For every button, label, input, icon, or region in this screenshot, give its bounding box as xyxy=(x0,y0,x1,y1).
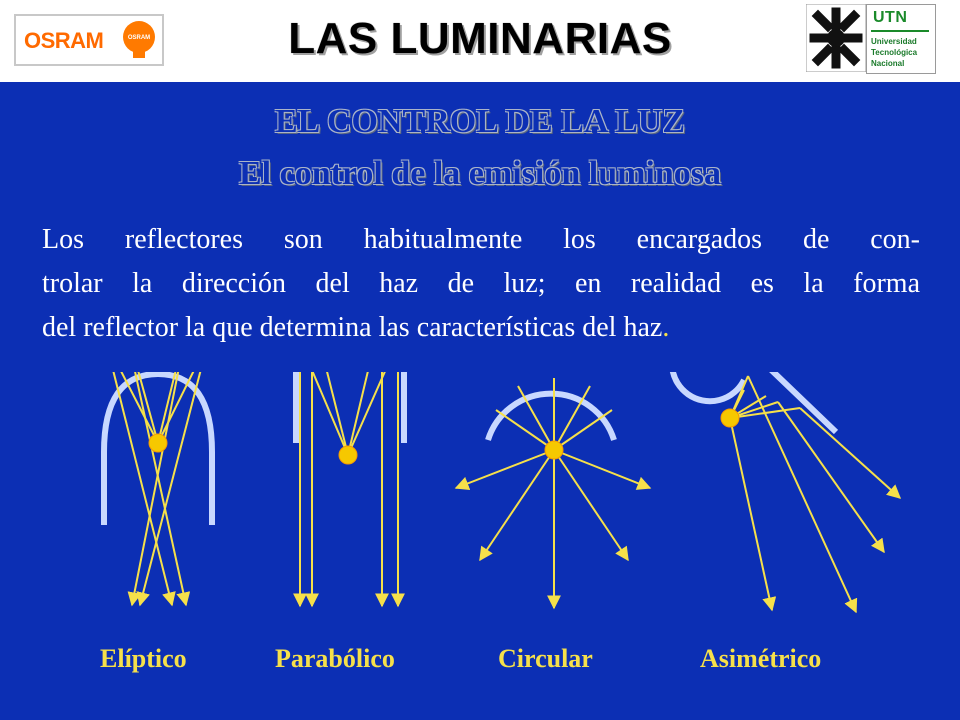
paragraph-line-3-text: del reflector la que determina las características del haz xyxy=(42,312,663,343)
label-asimetrico: Asimétrico xyxy=(700,644,822,673)
body-paragraph xyxy=(42,218,920,350)
label-circular: Circular xyxy=(498,644,593,673)
utn-emblem-icon xyxy=(806,4,866,72)
paragraph-line-2: trolar la dirección del haz de luz; en realidad es la forma xyxy=(42,268,920,299)
asymmetric-reflector-diagram xyxy=(672,372,900,612)
utn-logo xyxy=(806,4,938,72)
section-heading: EL CONTROL DE LA LUZ xyxy=(274,103,685,140)
elliptic-reflector-diagram xyxy=(104,372,212,605)
label-parabolico: Parabólico xyxy=(275,644,395,673)
section-subheading: El control de la emisión luminosa xyxy=(238,155,722,192)
page-title: LAS LUMINARIAS xyxy=(288,14,672,63)
header xyxy=(0,0,960,82)
paragraph-end-dot: . xyxy=(662,312,670,343)
parabolic-lamp-icon xyxy=(339,446,357,464)
utn-line-2: Tecnológica xyxy=(871,48,918,57)
elliptic-lamp-icon xyxy=(149,434,167,452)
utn-tag: UTN xyxy=(873,9,908,26)
reflector-diagrams xyxy=(0,372,960,632)
utn-bar xyxy=(871,30,929,32)
parabolic-rays xyxy=(300,372,398,606)
elliptic-rays xyxy=(106,372,208,605)
circular-reflector-diagram xyxy=(456,378,650,608)
asymmetric-lamp-icon xyxy=(721,409,739,427)
label-eliptico: Elíptico xyxy=(100,644,187,673)
utn-line-3: Nacional xyxy=(871,59,905,68)
paragraph-line-1: Los reflectores son habitualmente los encargados de con- xyxy=(42,224,920,255)
utn-line-1: Universidad xyxy=(871,37,917,46)
osram-bulb-text: OSRAM xyxy=(127,35,151,41)
parabolic-reflector-diagram xyxy=(296,372,404,606)
utn-text-box xyxy=(866,4,936,74)
circular-lamp-icon xyxy=(545,441,563,459)
osram-logo-text: OSRAM xyxy=(24,28,104,53)
circular-rays xyxy=(456,378,650,608)
main-panel xyxy=(0,82,960,720)
paragraph-line-3 xyxy=(42,306,920,350)
